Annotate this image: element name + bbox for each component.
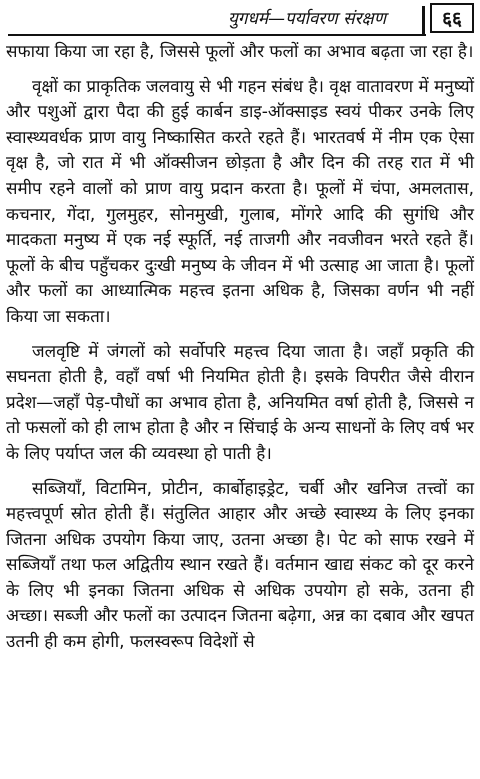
page-number: ६६ bbox=[430, 3, 474, 33]
page-body bbox=[6, 40, 474, 656]
header-rule bbox=[8, 34, 426, 36]
running-header bbox=[0, 0, 480, 40]
paragraph-trees-climate: वृक्षों का प्राकृतिक जलवायु से भी गहन संबंध है। वृक्ष वातावरण में मनुष्यों और पशुओं द्वारा पैदा की हुई कार्बन डाइ-ऑक्साइड स्वयं पीकर उनके लिए स्वास्थ्यवर्धक प्राण वायु निष्कासित करते रहते हैं। भारतवर्ष में नीम एक ऐसा वृक्ष है, जो रात में भी ऑक्सीजन छोड़ता है और दिन की तरह रात में भी समीप रहने वालों को प्राण वायु प्रदान करता है। फूलों में चंपा, अमलतास, कचनार, गेंदा, गुलमुहर, सोनमुखी, गुलाब, मोंगरे आदि की सुगंधि और मादकता मनुष्य में एक नई स्फूर्ति, नई ताजगी और नवजीवन भरते रहते हैं। फूलों के बीच पहुँचकर दुःखी मनुष्य के जीवन में भी उत्साह आ जाता है। फूलों और फलों का आध्यात्मिक महत्त्व इतना अधिक है, जिसका वर्णन भी नहीं किया जा सकता। bbox=[6, 76, 474, 327]
paragraph-continuation: सफाया किया जा रहा है, जिससे फूलों और फलों का अभाव बढ़ता जा रहा है। bbox=[6, 42, 474, 62]
paragraph-vegetables: सब्जियाँ, विटामिन, प्रोटीन, कार्बोहाइड्रेट, चर्बी और खनिज तत्त्वों का महत्त्वपूर्ण स्रोत होती हैं। संतुलित आहार और अच्छे स्वास्थ्य के लिए इनका जितना अधिक उपयोग किया जाए, उतना अच्छा है। पेट को साफ रखने में सब्जियाँ तथा फल अद्वितीय स्थान रखते हैं। वर्तमान खाद्य संकट को दूर करने के लिए भी इनका जितना अधिक से अधिक उपयोग हो सके, उतना ही अच्छा। सब्जी और फलों का उत्पादन जितना बढ़ेगा, अन्न का दबाव और खपत उतनी ही कम होगी, फलस्वरूप विदेशों से bbox=[6, 478, 474, 653]
header-divider bbox=[422, 6, 425, 34]
paragraph-rainfall: जलवृष्टि में जंगलों को सर्वोपरि महत्त्व दिया जाता है। जहाँ प्रकृति की सघनता होती है, वहाँ वर्षा भी नियमित होती है। इसके विपरीत जैसे वीरान प्रदेश—जहाँ पेड़-पौधों का अभाव होता है, अनियमित वर्षा होती है, जिससे न तो फसलों को ही लाभ होता है और न सिंचाई के अन्य साधनों के लिए वर्ष भर के लिए पर्याप्त जल की व्यवस्था हो पाती है। bbox=[6, 341, 474, 464]
running-title: युगधर्म—पर्यावरण संरक्षण bbox=[228, 9, 386, 29]
